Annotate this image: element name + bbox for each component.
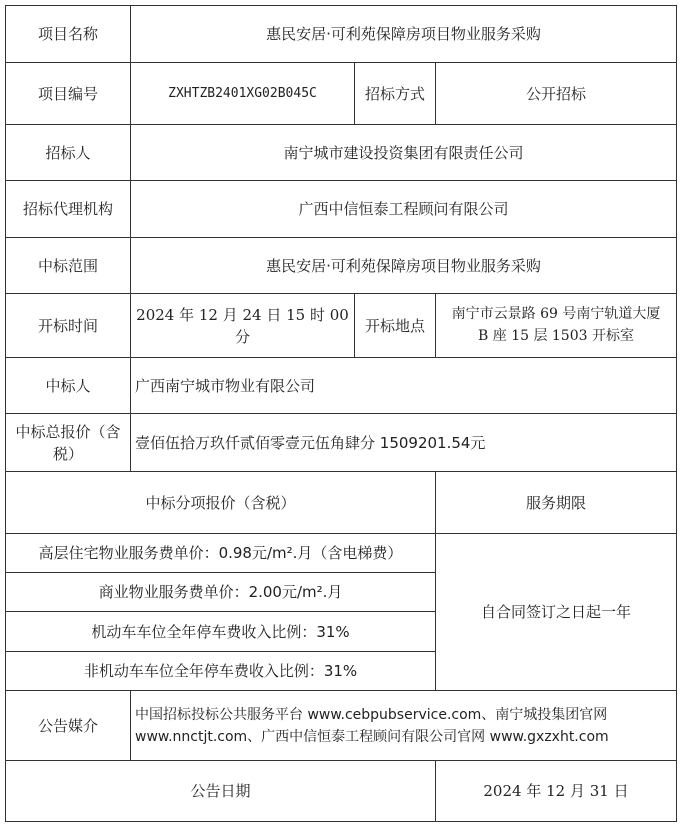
project-number-label: 项目编号: [5, 62, 131, 125]
tender-method-value: 公开招标: [435, 62, 677, 125]
service-term-value: 自合同签订之日起一年: [435, 533, 677, 691]
scope-value: 惠民安居·可利苑保障房项目物业服务采购: [130, 237, 677, 294]
agency-value: 广西中信恒泰工程顾问有限公司: [130, 180, 677, 238]
announce-date-value: 2024 年 12 月 31 日: [435, 760, 677, 822]
service-term-header: 服务期限: [435, 471, 677, 534]
item-row-4: 非机动车车位全年停车费收入比例：31%: [5, 651, 436, 691]
winner-label: 中标人: [5, 357, 131, 414]
total-price-label: 中标总报价（含税）: [5, 413, 131, 472]
opening-time-label: 开标时间: [5, 293, 131, 358]
announce-date-label: 公告日期: [5, 760, 436, 822]
media-value: [130, 690, 677, 761]
project-name-label: 项目名称: [5, 5, 131, 63]
opening-time-value: 2024 年 12 月 24 日 15 时 00 分: [130, 293, 355, 358]
scope-label: 中标范围: [5, 237, 131, 294]
agency-label: 招标代理机构: [5, 180, 131, 238]
media-line2: www.nnctjt.com、广西中信恒泰工程顾问有限公司官网 www.gxzxht.com: [135, 729, 609, 745]
tenderer-label: 招标人: [5, 124, 131, 181]
project-name-value: 惠民安居·可利苑保障房项目物业服务采购: [130, 5, 677, 63]
total-price-value: 壹佰伍拾万玖仟贰佰零壹元伍角肆分 1509201.54元: [130, 413, 677, 472]
item-price-header: 中标分项报价（含税）: [5, 471, 436, 534]
project-number-value: ZXHTZB2401XG02B045C: [130, 62, 355, 125]
winner-value: 广西南宁城市物业有限公司: [130, 357, 677, 414]
item-row-2: 商业物业服务费单价：2.00元/m².月: [5, 572, 436, 612]
opening-place-value: [435, 293, 677, 358]
media-label: 公告媒介: [5, 690, 131, 761]
opening-place-label: 开标地点: [354, 293, 436, 358]
tender-method-label: 招标方式: [354, 62, 436, 125]
item-row-3: 机动车车位全年停车费收入比例：31%: [5, 611, 436, 652]
opening-place-line1: 南宁市云景路 69 号南宁轨道大厦: [451, 306, 661, 322]
opening-place-line2: B 座 15 层 1503 开标室: [478, 328, 634, 344]
tenderer-value: 南宁城市建设投资集团有限责任公司: [130, 124, 677, 181]
item-row-1: 高层住宅物业服务费单价：0.98元/m².月（含电梯费）: [5, 533, 436, 573]
media-line1: 中国招标投标公共服务平台 www.cebpubservice.com、南宁城投集团官网: [135, 707, 608, 723]
